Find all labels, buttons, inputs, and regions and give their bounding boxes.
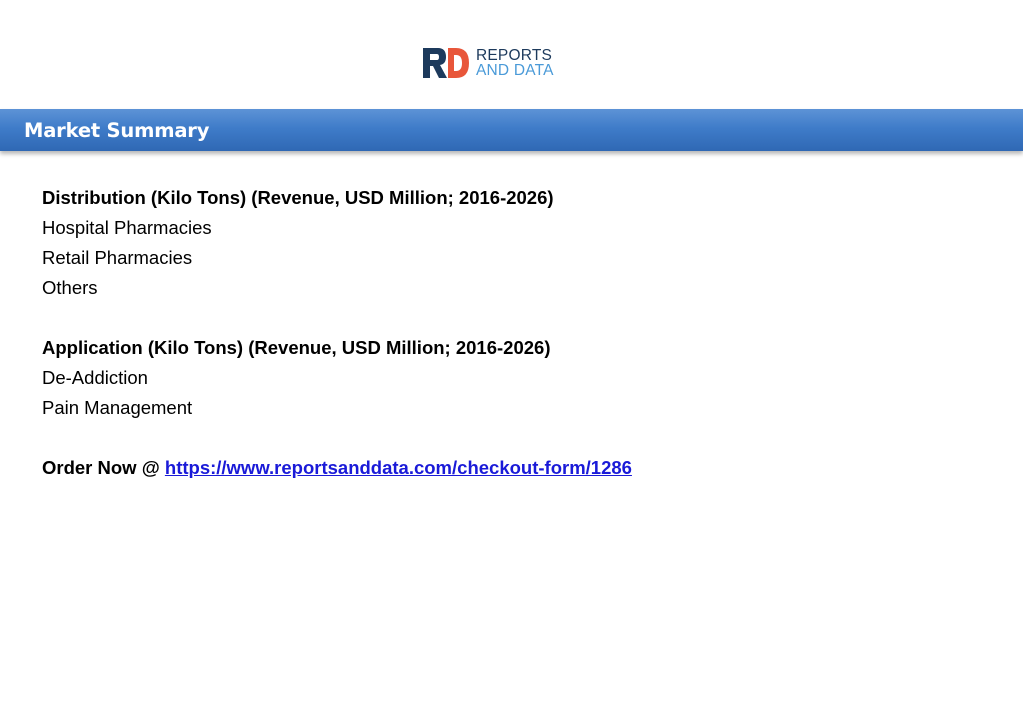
list-item: Others	[42, 277, 98, 298]
banner-title: Market Summary	[24, 119, 210, 142]
list-item: Pain Management	[42, 397, 193, 418]
brand-logo	[422, 47, 554, 79]
order-row	[42, 453, 632, 483]
rd-logo-icon	[422, 47, 470, 79]
order-label: Order Now @	[42, 457, 160, 478]
list-item: Hospital Pharmacies	[42, 217, 212, 238]
logo-text-and-data: AND DATA	[476, 62, 554, 79]
logo-text-reports: REPORTS	[476, 47, 553, 64]
list-item: De-Addiction	[42, 367, 148, 388]
application-heading: Application (Kilo Tons) (Revenue, USD Million; 2016-2026)	[42, 337, 551, 358]
distribution-heading: Distribution (Kilo Tons) (Revenue, USD Million; 2016-2026)	[42, 187, 554, 208]
section-banner	[0, 109, 1023, 151]
list-item: Retail Pharmacies	[42, 247, 193, 268]
market-summary-content	[42, 183, 632, 483]
order-link[interactable]: https://www.reportsanddata.com/checkout-form/1286	[164, 457, 632, 478]
